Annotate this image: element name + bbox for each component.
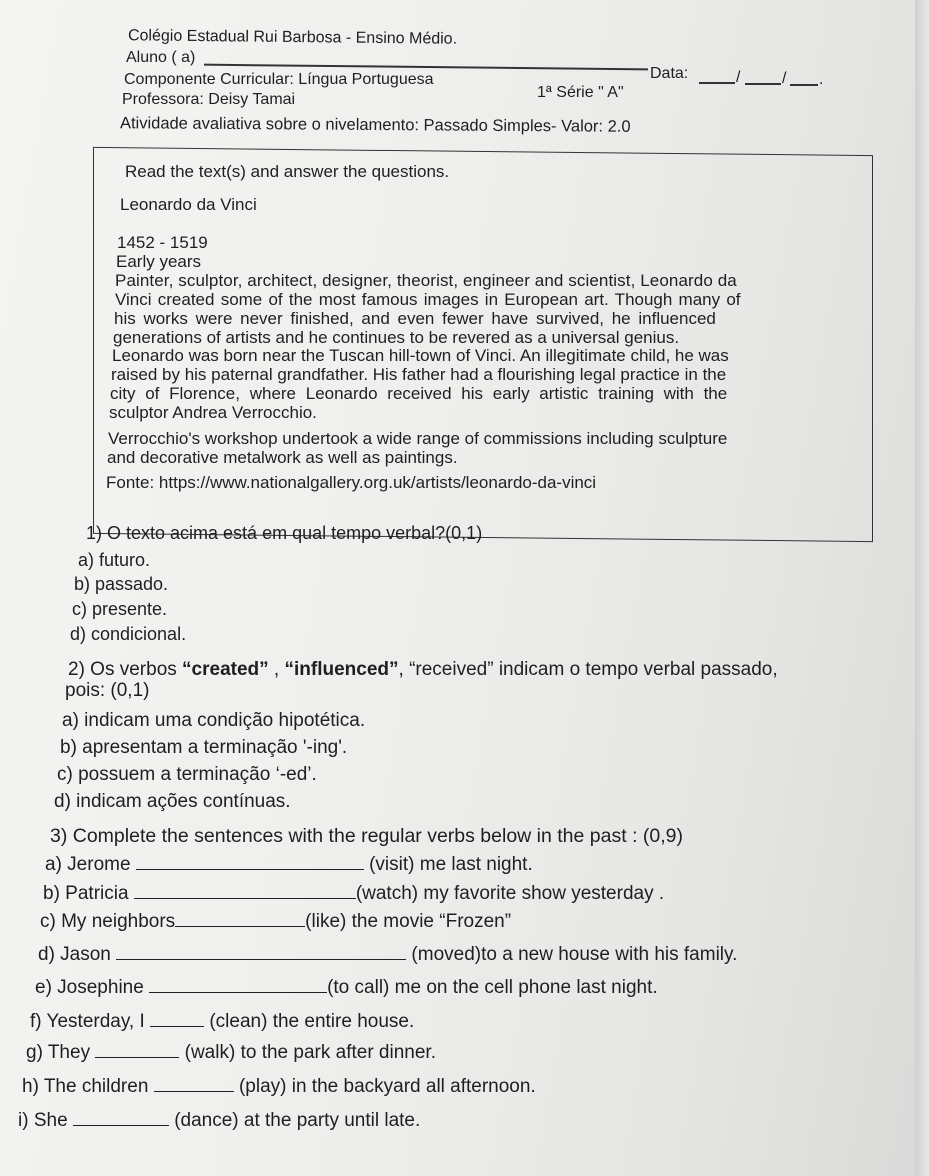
q1-option-d[interactable]: d) condicional. xyxy=(70,624,187,644)
q1-option-c[interactable]: c) presente. xyxy=(72,599,168,619)
q3-item-e: e) Josephine (to call) me on the cell phone last night. xyxy=(35,977,658,998)
answer-blank-e[interactable] xyxy=(149,978,327,993)
date-end: . xyxy=(819,71,824,88)
q3-item-i: i) She (dance) at the party until late. xyxy=(18,1110,421,1131)
answer-blank-a[interactable] xyxy=(136,855,364,870)
question-2: 2) Os verbos “created” , “influenced”, “received” indicam o tempo verbal passado, xyxy=(68,659,778,680)
text-years: 1452 - 1519 xyxy=(117,233,208,252)
question-2-line2: pois: (0,1) xyxy=(65,680,150,701)
date-separator-1: / xyxy=(736,69,741,86)
answer-blank-i[interactable] xyxy=(73,1111,169,1126)
q3-item-g: g) They (walk) to the park after dinner. xyxy=(26,1042,436,1063)
text-line: city of Florence, where Leonardo received his early artistic training with the xyxy=(110,384,728,403)
verb-influenced: “influenced” xyxy=(284,659,399,680)
date-label: Data: xyxy=(650,65,689,82)
q2-option-c[interactable]: c) possuem a terminação ‘-ed’. xyxy=(57,764,317,785)
teacher-name: Professora: Deisy Tamai xyxy=(122,91,296,108)
answer-blank-d[interactable] xyxy=(116,945,406,960)
text-source: Fonte: https://www.nationalgallery.org.uk/artists/leonardo-da-vinci xyxy=(106,473,597,492)
answer-blank-g[interactable] xyxy=(95,1043,179,1058)
q3-item-b: b) Patricia (watch) my favorite show yesterday . xyxy=(43,883,665,904)
text-line: generations of artists and he continues to be revered as a universal genius. xyxy=(113,328,680,347)
text-title: Leonardo da Vinci xyxy=(120,195,257,214)
text-line: Vinci created some of the most famous images in European art. Though many of xyxy=(115,290,741,309)
text-line: Leonardo was born near the Tuscan hill-town of Vinci. An illegitimate child, he was xyxy=(112,346,729,365)
verb-created: “created” xyxy=(182,659,269,680)
grade-series: 1ª Série " A" xyxy=(537,84,624,101)
question-3: 3) Complete the sentences with the regular verbs below in the past : (0,9) xyxy=(50,825,683,847)
date-month-blank[interactable] xyxy=(745,83,781,85)
date-separator-2: / xyxy=(782,70,787,87)
q3-item-c: c) My neighbors (like) the movie “Frozen” xyxy=(40,911,512,932)
question-1: 1) O texto acima está em qual tempo verbal?(0,1) xyxy=(86,523,483,543)
student-label: Aluno ( a) xyxy=(126,49,196,66)
school-name: Colégio Estadual Rui Barbosa - Ensino Médio. xyxy=(127,27,458,48)
date-year-blank[interactable] xyxy=(790,84,818,86)
text-line: raised by his paternal grandfather. His father had a flourishing legal practice in the xyxy=(111,365,727,384)
q3-item-f: f) Yesterday, I (clean) the entire house. xyxy=(30,1011,415,1032)
q3-item-a: a) Jerome (visit) me last night. xyxy=(45,854,533,875)
text-line: his works were never finished, and even fewer have survived, he influenced xyxy=(114,309,716,328)
answer-blank-h[interactable] xyxy=(154,1077,234,1092)
text-line: sculptor Andrea Verrocchio. xyxy=(109,403,317,422)
date-day-blank[interactable] xyxy=(699,82,735,84)
text-line: Verrocchio's workshop undertook a wide range of commissions including sculpture xyxy=(108,429,728,448)
activity-title: Atividade avaliativa sobre o nivelamento: Passado Simples- Valor: 2.0 xyxy=(119,114,631,136)
text-line: and decorative metalwork as well as paintings. xyxy=(107,448,458,467)
reading-instruction: Read the text(s) and answer the questions. xyxy=(125,162,450,181)
q3-item-h: h) The children (play) in the backyard all afternoon. xyxy=(22,1076,536,1097)
answer-blank-b[interactable] xyxy=(134,884,356,899)
q2-option-b[interactable]: b) apresentam a terminação '-ing'. xyxy=(60,737,348,758)
curricular-component: Componente Curricular: Língua Portuguesa xyxy=(124,71,434,88)
q1-option-a[interactable]: a) futuro. xyxy=(78,550,151,570)
answer-blank-c[interactable] xyxy=(175,912,305,927)
text-line: Painter, sculptor, architect, designer, theorist, engineer and scientist, Leonardo da xyxy=(115,271,737,290)
q1-option-b[interactable]: b) passado. xyxy=(74,574,169,594)
q2-option-d[interactable]: d) indicam ações contínuas. xyxy=(54,791,291,812)
q2-option-a[interactable]: a) indicam uma condição hipotética. xyxy=(62,710,366,731)
text-subtitle: Early years xyxy=(116,252,202,271)
paper-edge-shadow xyxy=(915,0,929,1176)
q3-item-d: d) Jason (moved)to a new house with his family. xyxy=(38,944,738,965)
answer-blank-f[interactable] xyxy=(150,1012,204,1027)
